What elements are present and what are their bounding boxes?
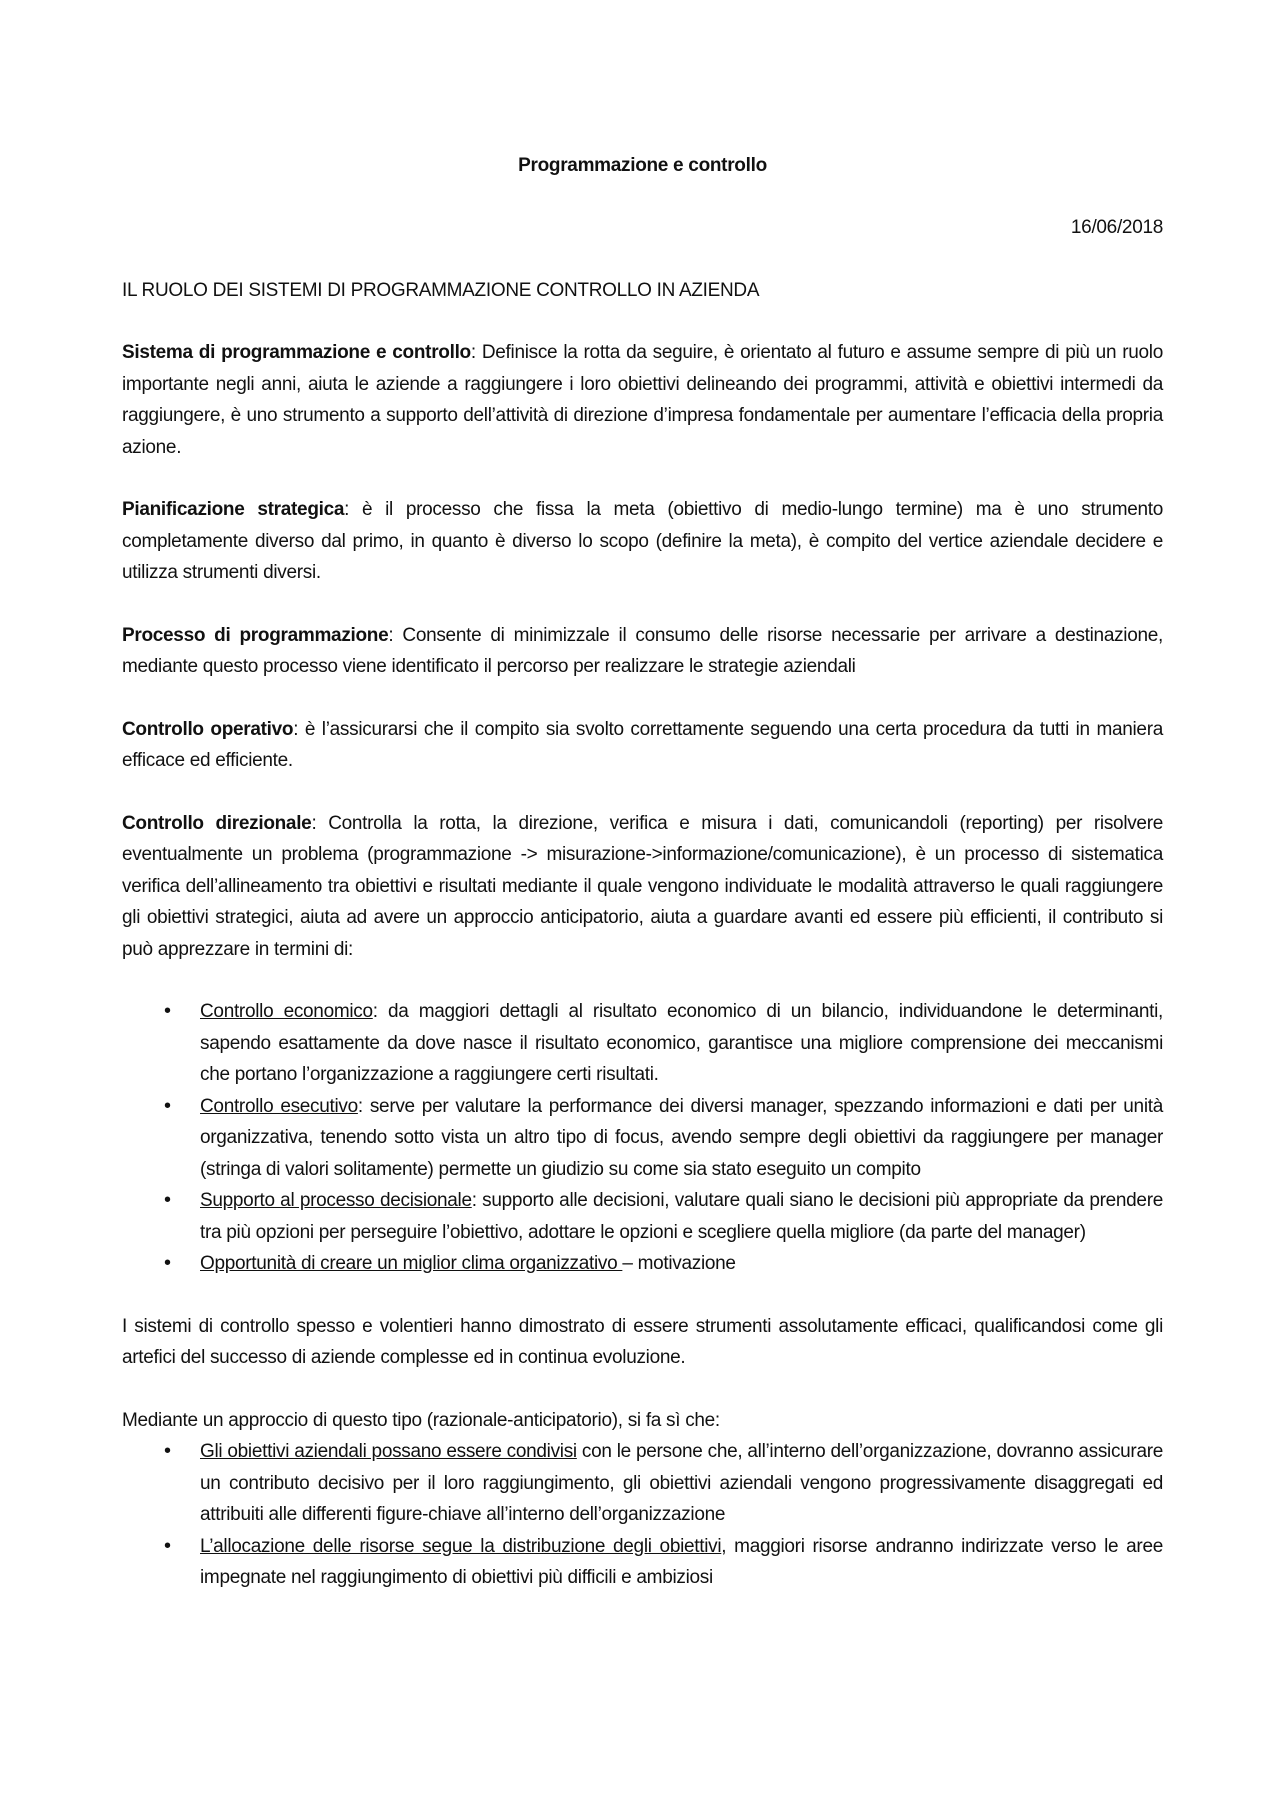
paragraph-text: : è il processo che fissa la meta (obiettivo di medio-lungo termine) ma è uno strumento completamente diverso dal primo, in quanto è diverso lo scopo (definire la meta), è compito del vertice aziendale decidere e utilizza strumenti diversi. — [122, 499, 1163, 583]
item-term: Controllo esecutivo — [200, 1095, 358, 1117]
item-term: L’allocazione delle risorse segue la distribuzione degli obiettivi — [200, 1535, 722, 1557]
paragraph-sistema — [122, 337, 1163, 463]
list-item — [122, 996, 1163, 1091]
item-text: : serve per valutare la performance dei diversi manager, spezzando informazioni e dati per unità organizzativa, tenendo sotto vista un altro tipo di focus, avendo sempre degli obiettivi da raggiungere per manager (stringa di valori solitamente) permette un giudizio su come sia stato eseguito un compito — [200, 1095, 1163, 1180]
item-term: Opportunità di creare un miglior clima organizzativo — [200, 1253, 623, 1274]
bullet-icon: • — [164, 1534, 171, 1557]
item-term: Gli obiettivi aziendali possano essere condivisi — [200, 1441, 577, 1462]
paragraph-controllo-operativo — [122, 714, 1163, 777]
bullet-icon: • — [164, 1094, 171, 1117]
term-label: Sistema di programmazione e controllo — [122, 342, 471, 363]
paragraph-text: : Controlla la rotta, la direzione, verifica e misura i dati, comunicandoli (reporting) per risolvere eventualmente un problema (programmazione -> misurazione->informazione/comunicazione), è un processo di sistematica verifica dell’allineamento tra obiettivi e risultati mediante il quale vengono individuate le modalità attraverso le quali raggiungere gli obiettivi strategici, aiuta ad avere un approccio anticipatorio, aiuta a guardare avanti ed essere più efficienti, il contributo si può apprezzare in termini di: — [122, 812, 1163, 960]
item-text: : supporto alle decisioni, valutare quali siano le decisioni più appropriate da prendere tra più opzioni per perseguire l’obiettivo, adottare le opzioni e scegliere quella migliore (da parte del manager) — [200, 1190, 1163, 1243]
term-label: Controllo operativo — [122, 718, 294, 740]
bullet-icon: • — [164, 1000, 171, 1022]
bullet-icon: • — [164, 1252, 171, 1274]
list-item — [122, 1091, 1163, 1186]
paragraph-text: : Consente di minimizzale il consumo delle risorse necessarie per arrivare a destinazione, mediante questo processo viene identificato il percorso per realizzare le strategie aziendali — [122, 624, 1163, 677]
bullet-icon: • — [164, 1440, 171, 1462]
section-heading: IL RUOLO DEI SISTEMI DI PROGRAMMAZIONE CONTROLLO IN AZIENDA — [122, 279, 760, 301]
bullet-list-contributi — [122, 996, 1163, 1280]
bullet-list-approccio — [122, 1436, 1163, 1594]
paragraph-processo — [122, 620, 1163, 683]
list-item — [122, 1185, 1163, 1248]
paragraph-controllo-direzionale — [122, 808, 1163, 966]
document-date: 16/06/2018 — [1070, 217, 1163, 238]
list-item — [122, 1248, 1163, 1280]
item-text: : da maggiori dettagli al risultato economico di un bilancio, individuandone le determinanti, sapendo esattamente da dove nasce il risultato economico, garantisce una migliore comprensione dei meccanismi che portano l’organizzazione a raggiungere certi risultati. — [200, 1001, 1163, 1085]
item-term: Supporto al processo decisionale — [200, 1190, 472, 1211]
paragraph-closing: I sistemi di controllo spesso e volentieri hanno dimostrato di essere strumenti assolutamente efficaci, qualificandosi come gli artefici del successo di aziende complesse ed in continua evoluzione. — [122, 1315, 1163, 1368]
term-label: Pianificazione strategica — [122, 499, 345, 520]
item-text: con le persone che, all’interno dell’organizzazione, dovranno assicurare un contributo decisivo per il loro raggiungimento, gli obiettivi aziendali vengono progressivamente disaggregati ed attribuiti alle differenti figure-chiave all’interno dell’organizzazione — [200, 1441, 1163, 1525]
bullet-icon: • — [164, 1189, 171, 1211]
paragraph-pianificazione — [122, 494, 1163, 589]
paragraph-text: : è l’assicurarsi che il compito sia svolto correttamente seguendo una certa procedura da tutti in maniera efficace ed efficiente. — [122, 718, 1163, 771]
item-term: Controllo economico — [200, 1001, 373, 1022]
term-label: Processo di programmazione — [122, 624, 389, 646]
paragraph-intro-approccio: Mediante un approccio di questo tipo (razionale-anticipatorio), si fa sì che: — [122, 1409, 720, 1431]
list-item — [122, 1436, 1163, 1531]
list-item — [122, 1531, 1163, 1594]
document-page — [122, 150, 1163, 1594]
item-text: – motivazione — [622, 1253, 736, 1274]
item-text: , maggiori risorse andranno indirizzate verso le aree impegnate nel raggiungimento di obiettivi più difficili e ambiziosi — [200, 1535, 1163, 1588]
term-label: Controllo direzionale — [122, 812, 312, 834]
document-title: Programmazione e controllo — [518, 155, 767, 176]
paragraph-text: : Definisce la rotta da seguire, è orientato al futuro e assume sempre di più un ruolo importante negli anni, aiuta le aziende a raggiungere i loro obiettivi delineando dei programmi, attività e obiettivi intermedi da raggiungere, è uno strumento a supporto dell’attività di direzione d’impresa fondamentale per aumentare l’efficacia della propria azione. — [122, 342, 1163, 458]
